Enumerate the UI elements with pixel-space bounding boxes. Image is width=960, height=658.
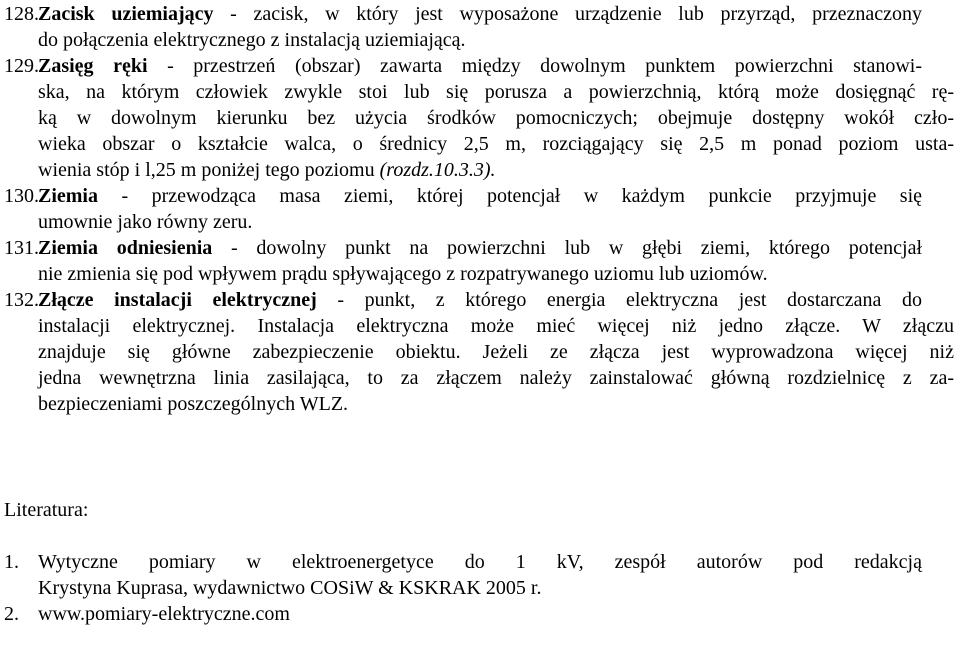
definition-number: 129. [4,55,39,77]
definition-term: Złącze instalacji elektrycznej [38,289,317,311]
definition-text: - dowolny punkt na powierzchni lub w głębi ziemi, którego potencjał [212,237,922,259]
literature-item-text: www.pomiary-elektryczne.com [38,603,290,625]
definition-128-line-2: do połączenia elektrycznego z instalacją uziemiającą. [38,29,466,51]
definition-129-line-4: wieka obszar o kształcie walca, o średnicy 2,5 m, rozciągający się 2,5 m ponad poziom usta- [38,133,954,155]
definition-term: Ziemia odniesienia [38,237,213,259]
definition-129-line-1 [4,53,922,79]
definition-number: 132. [4,289,39,311]
definition-130-line-2: umownie jako równy zeru. [38,211,253,233]
definition-term: Ziemia [38,185,98,207]
definition-number: 130. [4,185,39,207]
definition-130-line-1 [4,183,922,209]
section-reference: (rozdz.10.3.3). [379,159,496,181]
definition-128-line-1 [4,1,922,27]
definition-text: - przewodząca masa ziemi, której potencjał w każdym punkcie przyjmuje się [98,185,922,207]
definition-129-line-5 [38,157,496,183]
definition-text: - punkt, z którego energia elektryczna jest dostarczana do [316,289,922,311]
literature-item-text: Wytyczne pomiary w elektroenergetyce do 1 kV, zespół autorów pod redakcją [38,551,922,573]
literature-item-1-line-2: Krystyna Kuprasa, wydawnictwo COSiW & KSKRAK 2005 r. [38,577,542,599]
definition-132-line-4: jedna wewnętrzna linia zasilająca, to za złączem należy zainstalować główną rozdzielnicę z za- [38,367,954,389]
definition-number: 128. [4,3,39,25]
definition-132-line-5: bezpieczeniami poszczególnych WLZ. [38,393,349,415]
definition-132-line-1 [4,287,922,313]
literature-item-1-line-1 [4,549,922,575]
definition-term: Zasięg ręki [38,55,148,77]
definition-132-line-2: instalacji elektrycznej. Instalacja elektryczna może mieć więcej niż jedno złącze. W złączu [38,315,954,337]
definition-129-line-3: ką w dowolnym kierunku bez użycia środków pomocniczych; obejmuje dostępny wokół czło- [38,107,954,129]
literature-item-number: 1. [4,551,19,573]
definition-text: wienia stóp i l,25 m poniżej tego poziomu [38,159,380,181]
definition-132-line-3: znajduje się główne zabezpieczenie obiektu. Jeżeli ze złącza jest wyprowadzona więcej niż [38,341,954,363]
definition-term: Zacisk uziemiający [38,3,214,25]
definition-129-line-2: ska, na którym człowiek zwykle stoi lub się porusza a powierzchnią, którą może dosięgnąć rę- [38,81,954,103]
literature-item-number: 2. [4,603,19,625]
literature-heading: Literatura: [4,499,89,521]
definition-131-line-1 [4,235,922,261]
definition-text: - zacisk, w który jest wyposażone urządzenie lub przyrząd, przeznaczony [213,3,923,25]
definition-131-line-2: nie zmienia się pod wpływem prądu spływającego z rozpatrywanego uziomu lub uziomów. [38,263,768,285]
definition-number: 131. [4,237,39,259]
literature-item-2 [4,601,290,627]
definition-text: - przestrzeń (obszar) zawarta między dowolnym punktem powierzchni stanowi- [147,55,922,77]
